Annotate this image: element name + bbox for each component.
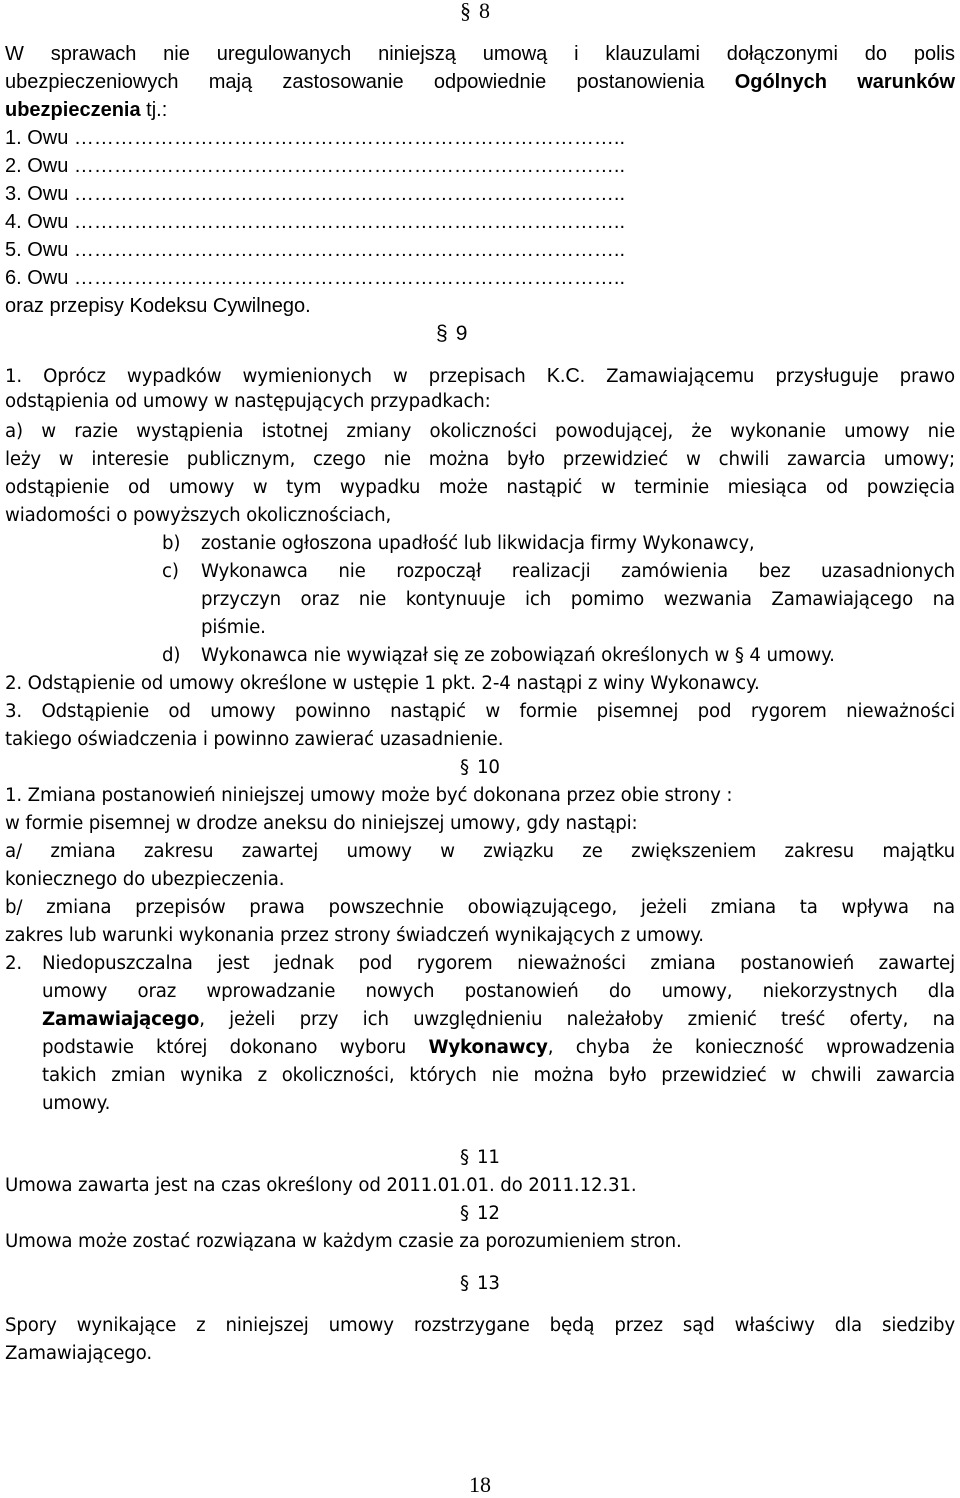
section-symbol: § — [460, 0, 471, 23]
par9-line6: wiadomości o powyższych okolicznościach, — [5, 505, 392, 526]
par10-point2-line6: umowy. — [42, 1093, 111, 1114]
section-symbol: § — [460, 1203, 469, 1224]
section-heading-10: § 10 — [460, 757, 500, 778]
section-heading-13: § 13 — [460, 1273, 500, 1294]
par10-point2-line1: Niedopuszczalna jest jednak pod rygorem nieważności zmiana postanowień zawartej — [42, 953, 955, 974]
section-symbol: § — [460, 1147, 469, 1168]
section-symbol: § — [460, 1273, 469, 1294]
owu-item: 2. Owu ……………………………………………………………………….. — [5, 155, 626, 177]
par10-a-line2: koniecznego do ubezpieczenia. — [5, 869, 285, 890]
par10-point2-line4: podstawie której dokonano wyboru Wykonawcy, chyba że konieczność wprowadzenia — [42, 1037, 955, 1058]
section-heading-11: § 11 — [460, 1147, 500, 1168]
par8-closing: oraz przepisy Kodeksu Cywilnego. — [5, 295, 311, 317]
par10-point2-line5: takich zmian wynika z okoliczności, których nie można było przewidzieć w chwili zawarcia — [42, 1065, 955, 1086]
par10-b-line1: b/ zmiana przepisów prawa powszechnie obowiązującego, jeżeli zmiana ta wpływa na — [5, 897, 955, 918]
par10-point2-number: 2. — [5, 953, 23, 974]
par13-line2: Zamawiającego. — [5, 1343, 152, 1364]
par8-line3: ubezpieczenia tj.: — [5, 99, 168, 121]
par10-line1: 1. Zmiana postanowień niniejszej umowy może być dokonana przez obie strony : — [5, 785, 733, 806]
par10-point2-line2: umowy oraz wprowadzanie nowych postanowień do umowy, niekorzystnych dla — [42, 981, 955, 1002]
par9-line3: a) w razie wystąpienia istotnej zmiany okoliczności powodującej, że wykonanie umowy nie — [5, 421, 955, 442]
par11-text: Umowa zawarta jest na czas określony od 2011.01.01. do 2011.12.31. — [5, 1175, 637, 1196]
par9-point3-line2: takiego oświadczenia i powinno zawierać uzasadnienie. — [5, 729, 504, 750]
list-marker-b: b) — [162, 533, 181, 554]
owu-item: 1. Owu ……………………………………………………………………….. — [5, 127, 626, 149]
list-item-d: Wykonawca nie wywiązał się ze zobowiązań określonych w § 4 umowy. — [201, 645, 835, 666]
par8-line1: W sprawach nie uregulowanych niniejszą umową i klauzulami dołączonymi do polis — [5, 43, 955, 65]
list-marker-c: c) — [162, 561, 179, 582]
section-symbol: § — [460, 757, 469, 778]
section-symbol: § — [436, 322, 448, 345]
par10-a-line1: a/ zmiana zakresu zawartej umowy w związku ze zwiększeniem zakresu majątku — [5, 841, 955, 862]
par13-line1: Spory wynikające z niniejszej umowy rozstrzygane będą przez sąd właściwy dla siedziby — [5, 1315, 955, 1336]
par9-point2: 2. Odstąpienie od umowy określone w ustępie 1 pkt. 2-4 nastąpi z winy Wykonawcy. — [5, 673, 760, 694]
par9-line2: odstąpienia od umowy w następujących przypadkach: — [5, 391, 491, 412]
list-item-c-line1: Wykonawca nie rozpoczął realizacji zamówienia bez uzasadnionych — [201, 561, 955, 582]
par12-text: Umowa może zostać rozwiązana w każdym czasie za porozumieniem stron. — [5, 1231, 682, 1252]
owu-item: 4. Owu ……………………………………………………………………….. — [5, 211, 626, 233]
section-heading-8: § 8 — [460, 0, 490, 23]
owu-item: 3. Owu ……………………………………………………………………….. — [5, 183, 626, 205]
par9-point3-line1: 3. Odstąpienie od umowy powinno nastąpić w formie pisemnej pod rygorem nieważności — [5, 701, 955, 722]
par9-line4: leży w interesie publicznym, czego nie można było przewidzieć w chwili zawarcia umowy; — [5, 449, 955, 470]
owu-item: 6. Owu ……………………………………………………………………….. — [5, 267, 626, 289]
page-number: 18 — [469, 1472, 491, 1497]
list-item-b: zostanie ogłoszona upadłość lub likwidacja firmy Wykonawcy, — [201, 533, 755, 554]
list-item-c-line2: przyczyn oraz nie kontynuuje ich pomimo wezwania Zamawiającego na — [201, 589, 955, 610]
par9-line5: odstąpienie od umowy w tym wypadku może nastąpić w terminie miesiąca od powzięcia — [5, 477, 955, 498]
section-heading-9: § 9 — [436, 322, 468, 345]
owu-item: 5. Owu ……………………………………………………………………….. — [5, 239, 626, 261]
list-marker-d: d) — [162, 645, 181, 666]
list-item-c-line3: piśmie. — [201, 617, 266, 638]
par10-b-line2: zakres lub warunki wykonania przez strony świadczeń wynikających z umowy. — [5, 925, 704, 946]
par8-line2: ubezpieczeniowych mają zastosowanie odpowiednie postanowienia Ogólnych warunków — [5, 71, 956, 93]
par10-point2-line3: Zamawiającego, jeżeli przy ich uwzględnieniu należałoby zmienić treść oferty, na — [42, 1009, 955, 1030]
section-heading-12: § 12 — [460, 1203, 500, 1224]
par9-line1: 1. Oprócz wypadków wymienionych w przepisach K.C. Zamawiającemu przysługuje prawo — [5, 365, 955, 387]
par10-line2: w formie pisemnej w drodze aneksu do niniejszej umowy, gdy nastąpi: — [5, 813, 638, 834]
